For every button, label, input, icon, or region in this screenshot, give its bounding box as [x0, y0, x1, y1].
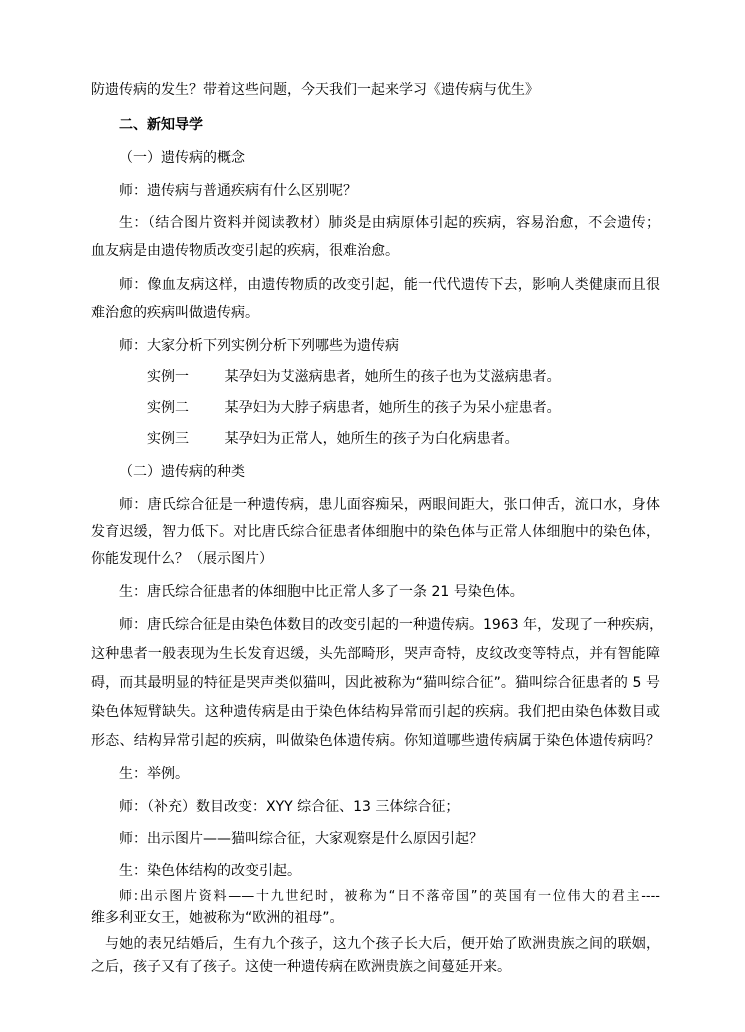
example-line: 实例三 某孕妇为正常人，她所生的孩子为白化病患者。	[147, 431, 519, 447]
paragraph-line: 师:出示图片资料——十九世纪时，被称为“日不落帝国”的英国有一位伟大的君主----	[119, 889, 660, 904]
paragraph-line: 生：染色体结构的改变引起。	[119, 863, 301, 879]
paragraph-line: 师：出示图片——猫叫综合征，大家观察是什么原因引起？	[119, 831, 483, 847]
paragraph-line: 师：大家分析下列实例分析下列哪些为遗传病	[119, 338, 399, 354]
paragraph-line: 发育迟缓，智力低下。对比唐氏综合征患者体细胞中的染色体与正常人体细胞中的染色体，	[91, 524, 660, 540]
paragraph-line: 碍，而其最明显的特征是哭声类似猫叫，因此被称为“猫叫综合征”。猫叫综合征患者的 5 号	[91, 675, 660, 691]
paragraph-line: 形态、结构异常引起的疾病，叫做染色体遗传病。你知道哪些遗传病属于染色体遗传病吗？	[91, 733, 660, 749]
paragraph-line: 血友病是由遗传物质改变引起的疾病，很难治愈。	[91, 243, 399, 259]
paragraph-line: 你能发现什么？（展示图片）	[91, 551, 273, 567]
example-line: 实例一 某孕妇为艾滋病患者，她所生的孩子也为艾滋病患者。	[147, 369, 561, 385]
subsection-heading: （二）遗传病的种类	[119, 464, 245, 480]
paragraph-line: 维多利亚女王，她被称为“欧洲的祖母”。	[91, 910, 344, 926]
paragraph-line: 之后，孩子又有了孩子。这使一种遗传病在欧洲贵族之间蔓延开来。	[91, 959, 511, 975]
paragraph-line: 这种患者一般表现为生长发育迟缓，头先部畸形，哭声奇特，皮纹改变等特点，并有智能障	[91, 646, 660, 662]
paragraph-line: 师：（补充）数目改变：XYY 综合征、13 三体综合征；	[119, 799, 460, 815]
paragraph-line: 师：遗传病与普通疾病有什么区别呢？	[119, 183, 357, 199]
paragraph-line: 防遗传病的发生？带着这些问题，今天我们一起来学习《遗传病与优生》	[91, 82, 539, 98]
paragraph-line: 难治愈的疾病叫做遗传病。	[91, 305, 259, 321]
paragraph-line: 生：举例。	[119, 766, 189, 782]
paragraph-line: 与她的表兄结婚后，生有九个孩子，这九个孩子长大后，便开始了欧洲贵族之间的联姻，	[105, 936, 660, 952]
subsection-heading: （一）遗传病的概念	[119, 150, 245, 166]
paragraph-line: 师：唐氏综合征是一种遗传病，患儿面容痴呆，两眼间距大，张口伸舌，流口水，身体	[119, 497, 660, 513]
paragraph-line: 染色体短臂缺失。这种遗传病是由于染色体结构异常而引起的疾病。我们把由染色体数目或	[91, 704, 660, 720]
section-heading: 二、新知导学	[119, 117, 203, 133]
example-line: 实例二 某孕妇为大脖子病患者，她所生的孩子为呆小症患者。	[147, 400, 561, 416]
paragraph-line: 师：像血友病这样，由遗传物质的改变引起，能一代代遗传下去，影响人类健康而且很	[119, 277, 660, 293]
paragraph-line: 生：（结合图片资料并阅读教材）肺炎是由病原体引起的疾病，容易治愈，不会遗传；	[119, 215, 660, 231]
paragraph-line: 生：唐氏综合征患者的体细胞中比正常人多了一条 21 号染色体。	[119, 584, 524, 600]
paragraph-line: 师：唐氏综合征是由染色体数目的改变引起的一种遗传病。1963 年，发现了一种疾病，	[119, 617, 664, 633]
